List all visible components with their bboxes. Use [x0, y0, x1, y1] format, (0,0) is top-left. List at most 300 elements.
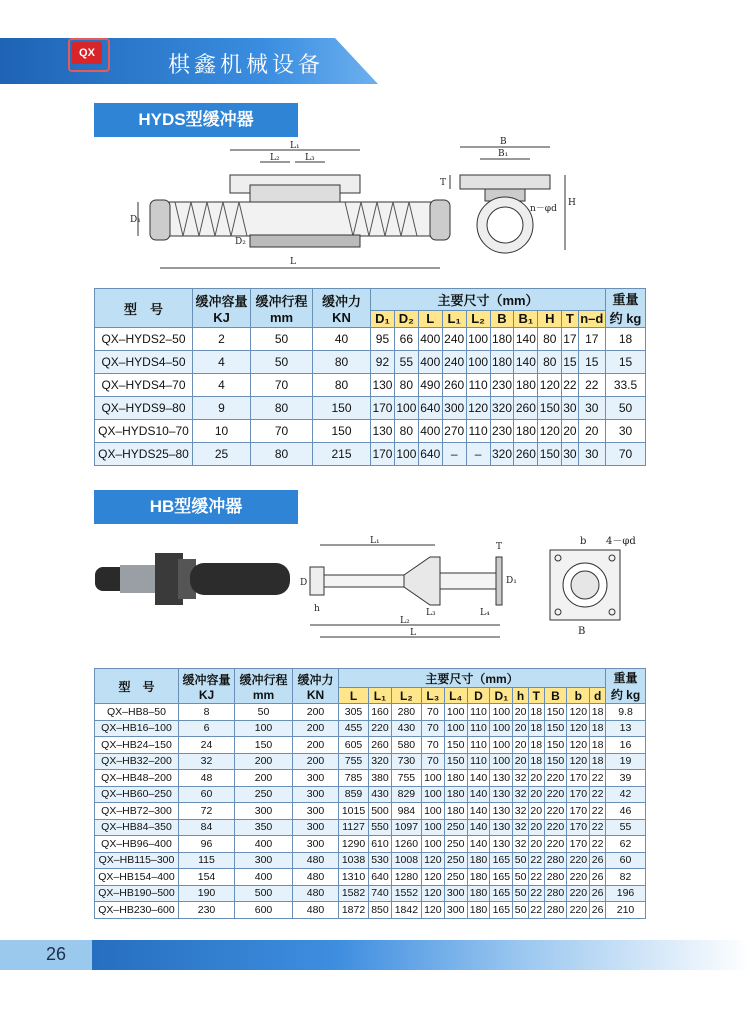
- table-cell: 215: [313, 443, 371, 466]
- table-cell: 110: [466, 420, 490, 443]
- table-cell: 110: [466, 374, 490, 397]
- hb-dim-header: d: [590, 688, 606, 704]
- table-cell: 140: [467, 803, 490, 820]
- label-hb-h: h: [314, 604, 320, 614]
- table-cell: 110: [467, 720, 490, 737]
- table-cell: 180: [467, 869, 490, 886]
- table-cell: 220: [567, 902, 590, 919]
- table-cell: 4: [193, 351, 251, 374]
- table-cell: 150: [538, 397, 562, 420]
- table-cell: 280: [391, 704, 421, 721]
- label-B1: B₁: [498, 149, 509, 159]
- table-cell: 280: [544, 902, 567, 919]
- table-cell: 220: [544, 836, 567, 853]
- label-D2: D₂: [235, 237, 246, 247]
- table-cell: 2: [193, 328, 251, 351]
- table-cell: 300: [235, 852, 293, 869]
- page-number: 26: [46, 944, 67, 964]
- table-cell: 150: [538, 443, 562, 466]
- table-cell: 170: [567, 786, 590, 803]
- table-cell: QX–HB16–100: [95, 720, 179, 737]
- table-cell: 640: [369, 869, 392, 886]
- table-cell: 280: [544, 869, 567, 886]
- table-cell: 260: [514, 397, 538, 420]
- table-cell: 84: [179, 819, 235, 836]
- hb-section-title: HB型缓冲器: [94, 490, 298, 524]
- table-cell: 120: [538, 374, 562, 397]
- table-cell: 300: [235, 803, 293, 820]
- table-cell: 300: [293, 770, 339, 787]
- hb-dim-header: L₄: [444, 688, 467, 704]
- table-cell: 18: [590, 704, 606, 721]
- table-cell: 22: [590, 836, 606, 853]
- table-cell: 220: [567, 885, 590, 902]
- table-cell: 100: [421, 803, 444, 820]
- table-cell: 9.8: [606, 704, 646, 721]
- table-cell: 20: [528, 786, 544, 803]
- table-cell: 140: [467, 836, 490, 853]
- table-cell: 18: [590, 720, 606, 737]
- hb-dim-header: h: [513, 688, 529, 704]
- table-cell: 80: [313, 351, 371, 374]
- label-L2: L₂: [270, 153, 280, 163]
- table-cell: 32: [513, 836, 529, 853]
- table-cell: QX–HB72–300: [95, 803, 179, 820]
- table-cell: 490: [418, 374, 442, 397]
- table-cell: 400: [418, 328, 442, 351]
- table-cell: 400: [418, 351, 442, 374]
- table-cell: 16: [606, 737, 646, 754]
- table-row: [95, 420, 646, 443]
- table-cell: 17: [562, 328, 578, 351]
- table-cell: 270: [442, 420, 466, 443]
- table-cell: 150: [313, 397, 371, 420]
- table-cell: QX–HYDS4–70: [95, 374, 193, 397]
- table-cell: 80: [538, 328, 562, 351]
- table-cell: 95: [371, 328, 395, 351]
- table-cell: 240: [442, 328, 466, 351]
- table-cell: 22: [528, 852, 544, 869]
- table-cell: 755: [339, 753, 369, 770]
- hyds-section-title: HYDS型缓冲器: [94, 103, 298, 137]
- table-cell: 30: [562, 397, 578, 420]
- table-cell: 48: [179, 770, 235, 787]
- hyds-dim-header: D₁: [371, 310, 395, 327]
- table-cell: QX–HB230–600: [95, 902, 179, 919]
- table-row: [95, 704, 646, 721]
- hyds-dim-header: L₂: [466, 310, 490, 327]
- table-row: [95, 753, 646, 770]
- table-cell: 18: [528, 704, 544, 721]
- table-cell: 20: [528, 836, 544, 853]
- table-cell: 140: [467, 819, 490, 836]
- table-cell: QX–HYDS4–50: [95, 351, 193, 374]
- table-cell: 100: [444, 720, 467, 737]
- label-L1: L₁: [290, 141, 300, 151]
- table-cell: 480: [293, 902, 339, 919]
- table-cell: 96: [179, 836, 235, 853]
- table-cell: 70: [606, 443, 646, 466]
- table-cell: 20: [513, 737, 529, 754]
- hb-header-force: 缓冲力 KN: [293, 669, 339, 704]
- table-cell: 120: [567, 737, 590, 754]
- label-hb-T: T: [496, 542, 503, 552]
- table-cell: 200: [293, 704, 339, 721]
- label-B: B: [500, 137, 507, 147]
- table-cell: 33.5: [606, 374, 646, 397]
- table-cell: 1552: [391, 885, 421, 902]
- table-cell: 100: [235, 720, 293, 737]
- table-cell: 150: [544, 704, 567, 721]
- table-cell: 500: [235, 885, 293, 902]
- table-cell: 25: [193, 443, 251, 466]
- hyds-header-force: 缓冲力 KN: [313, 289, 371, 328]
- table-cell: 829: [391, 786, 421, 803]
- hyds-header-stroke: 缓冲行程 mm: [251, 289, 313, 328]
- table-cell: 82: [606, 869, 646, 886]
- table-cell: 20: [562, 420, 578, 443]
- table-cell: 500: [369, 803, 392, 820]
- table-cell: 26: [590, 885, 606, 902]
- table-cell: 755: [391, 770, 421, 787]
- hb-dim-header: b: [567, 688, 590, 704]
- table-cell: 9: [193, 397, 251, 420]
- table-cell: 1310: [339, 869, 369, 886]
- table-cell: 110: [467, 737, 490, 754]
- table-cell: 22: [562, 374, 578, 397]
- table-cell: 260: [442, 374, 466, 397]
- table-cell: 150: [444, 737, 467, 754]
- table-cell: 1260: [391, 836, 421, 853]
- table-cell: 350: [235, 819, 293, 836]
- label-T: T: [440, 178, 447, 188]
- table-cell: 605: [339, 737, 369, 754]
- table-cell: 100: [444, 704, 467, 721]
- table-cell: 120: [421, 869, 444, 886]
- table-cell: 70: [251, 420, 313, 443]
- table-cell: 480: [293, 869, 339, 886]
- table-row: [95, 351, 646, 374]
- table-cell: QX–HB84–350: [95, 819, 179, 836]
- table-cell: 15: [606, 351, 646, 374]
- table-cell: 22: [528, 885, 544, 902]
- table-cell: 62: [606, 836, 646, 853]
- table-cell: 300: [293, 786, 339, 803]
- label-hb-L4: L₄: [480, 608, 490, 618]
- table-cell: 240: [442, 351, 466, 374]
- table-cell: 100: [466, 351, 490, 374]
- table-cell: 150: [544, 720, 567, 737]
- table-cell: 32: [179, 753, 235, 770]
- table-cell: 42: [606, 786, 646, 803]
- table-row: [95, 397, 646, 420]
- table-cell: 150: [544, 737, 567, 754]
- table-cell: 180: [444, 786, 467, 803]
- hb-dim-header: T: [528, 688, 544, 704]
- table-cell: QX–HYDS2–50: [95, 328, 193, 351]
- table-cell: 120: [421, 852, 444, 869]
- table-cell: 1127: [339, 819, 369, 836]
- table-cell: 180: [467, 852, 490, 869]
- table-cell: 50: [513, 852, 529, 869]
- table-row: [95, 770, 646, 787]
- table-cell: 22: [528, 902, 544, 919]
- table-cell: 730: [391, 753, 421, 770]
- table-cell: 1872: [339, 902, 369, 919]
- table-cell: 130: [490, 786, 513, 803]
- table-cell: 30: [562, 443, 578, 466]
- table-cell: 30: [578, 443, 605, 466]
- label-nd: n－φd: [530, 204, 557, 214]
- table-cell: 300: [444, 902, 467, 919]
- table-cell: 6: [179, 720, 235, 737]
- table-cell: 100: [490, 753, 513, 770]
- company-name: 棋鑫机械设备: [168, 53, 325, 78]
- company-logo: QX: [72, 42, 102, 64]
- table-cell: 400: [418, 420, 442, 443]
- table-cell: 100: [490, 704, 513, 721]
- table-cell: 32: [513, 786, 529, 803]
- table-cell: 17: [578, 328, 605, 351]
- hb-dim-header: L₃: [421, 688, 444, 704]
- table-cell: 20: [528, 803, 544, 820]
- hyds-dim-header: L₁: [442, 310, 466, 327]
- table-cell: 1290: [339, 836, 369, 853]
- table-cell: 250: [235, 786, 293, 803]
- table-cell: 4: [193, 374, 251, 397]
- table-cell: 180: [467, 885, 490, 902]
- table-row: [95, 720, 646, 737]
- table-cell: 984: [391, 803, 421, 820]
- table-cell: 180: [490, 351, 514, 374]
- table-cell: 300: [293, 803, 339, 820]
- table-cell: 300: [444, 885, 467, 902]
- hyds-dim-header: T: [562, 310, 578, 327]
- table-cell: 115: [179, 852, 235, 869]
- table-cell: 200: [293, 720, 339, 737]
- table-cell: 50: [513, 902, 529, 919]
- hb-header-stroke: 缓冲行程 mm: [235, 669, 293, 704]
- table-cell: 170: [567, 803, 590, 820]
- table-cell: 50: [251, 328, 313, 351]
- table-cell: 80: [394, 374, 418, 397]
- table-cell: 120: [421, 885, 444, 902]
- table-cell: 150: [444, 753, 467, 770]
- table-cell: 430: [391, 720, 421, 737]
- table-cell: 196: [606, 885, 646, 902]
- table-cell: 640: [418, 397, 442, 420]
- table-row: [95, 737, 646, 754]
- table-cell: 8: [179, 704, 235, 721]
- table-cell: 430: [369, 786, 392, 803]
- table-cell: QX–HB48–200: [95, 770, 179, 787]
- table-cell: 165: [490, 869, 513, 886]
- table-cell: 250: [444, 869, 467, 886]
- table-cell: 300: [442, 397, 466, 420]
- table-cell: 40: [313, 328, 371, 351]
- table-cell: 80: [394, 420, 418, 443]
- table-row: [95, 902, 646, 919]
- table-cell: 200: [293, 737, 339, 754]
- hb-dim-header: B: [544, 688, 567, 704]
- table-cell: 30: [606, 420, 646, 443]
- table-cell: QX–HYDS9–80: [95, 397, 193, 420]
- table-cell: 580: [391, 737, 421, 754]
- table-cell: 32: [513, 770, 529, 787]
- table-cell: 150: [313, 420, 371, 443]
- table-cell: 220: [544, 770, 567, 787]
- table-cell: 18: [528, 753, 544, 770]
- hyds-header-weight: 重量 约 kg: [606, 289, 646, 328]
- table-cell: 39: [606, 770, 646, 787]
- table-cell: QX–HYDS10–70: [95, 420, 193, 443]
- hb-product-photo: [90, 545, 300, 615]
- table-cell: 100: [490, 720, 513, 737]
- table-cell: 70: [251, 374, 313, 397]
- table-cell: QX–HYDS25–80: [95, 443, 193, 466]
- hb-header-model: 型 号: [95, 669, 179, 704]
- table-cell: 140: [467, 770, 490, 787]
- table-cell: 250: [444, 836, 467, 853]
- table-cell: 20: [513, 753, 529, 770]
- table-cell: 70: [421, 720, 444, 737]
- table-cell: 60: [606, 852, 646, 869]
- table-cell: 32: [513, 819, 529, 836]
- table-cell: 100: [466, 328, 490, 351]
- table-cell: 110: [467, 704, 490, 721]
- table-cell: 66: [394, 328, 418, 351]
- table-cell: 18: [528, 737, 544, 754]
- table-cell: 20: [528, 770, 544, 787]
- table-cell: 26: [590, 869, 606, 886]
- table-cell: 70: [421, 737, 444, 754]
- table-cell: 120: [567, 753, 590, 770]
- hyds-header-main-dims: 主要尺寸（mm）: [371, 289, 606, 311]
- table-cell: 400: [235, 836, 293, 853]
- table-row: [95, 869, 646, 886]
- hyds-dim-header: n–d: [578, 310, 605, 327]
- table-cell: 1008: [391, 852, 421, 869]
- table-cell: 480: [293, 885, 339, 902]
- table-cell: 200: [293, 753, 339, 770]
- table-cell: 230: [490, 374, 514, 397]
- table-cell: 18: [606, 328, 646, 351]
- table-cell: 320: [490, 397, 514, 420]
- hyds-dim-header: D₂: [394, 310, 418, 327]
- table-cell: 280: [544, 885, 567, 902]
- hb-end-drawing: [530, 530, 660, 640]
- table-cell: 18: [590, 737, 606, 754]
- table-cell: 120: [421, 902, 444, 919]
- table-cell: 100: [421, 819, 444, 836]
- hyds-dim-header: B₁: [514, 310, 538, 327]
- hb-dim-header: D₁: [490, 688, 513, 704]
- hb-header-capacity: 缓冲容量 KJ: [179, 669, 235, 704]
- table-cell: QX–HB32–200: [95, 753, 179, 770]
- label-hb-L2: L₂: [400, 616, 410, 626]
- table-cell: 100: [421, 836, 444, 853]
- table-cell: 15: [578, 351, 605, 374]
- table-cell: 20: [578, 420, 605, 443]
- table-cell: 100: [394, 397, 418, 420]
- table-cell: 32: [513, 803, 529, 820]
- table-cell: 550: [369, 819, 392, 836]
- table-cell: 80: [251, 397, 313, 420]
- table-cell: 80: [538, 351, 562, 374]
- hb-dim-header: L: [339, 688, 369, 704]
- table-cell: 530: [369, 852, 392, 869]
- table-cell: 859: [339, 786, 369, 803]
- table-cell: 260: [514, 443, 538, 466]
- table-cell: 300: [293, 836, 339, 853]
- table-cell: 180: [514, 420, 538, 443]
- table-cell: 20: [513, 704, 529, 721]
- table-cell: 220: [567, 869, 590, 886]
- table-cell: 46: [606, 803, 646, 820]
- hyds-dim-header: L: [418, 310, 442, 327]
- table-cell: 170: [567, 819, 590, 836]
- table-cell: 70: [421, 704, 444, 721]
- table-cell: 50: [235, 704, 293, 721]
- table-row: [95, 885, 646, 902]
- table-cell: 150: [235, 737, 293, 754]
- table-cell: 220: [567, 852, 590, 869]
- table-cell: 15: [562, 351, 578, 374]
- hb-dim-header: D: [467, 688, 490, 704]
- table-cell: 50: [513, 885, 529, 902]
- table-cell: 130: [490, 836, 513, 853]
- label-hb-L3: L₃: [426, 608, 436, 618]
- table-cell: 80: [313, 374, 371, 397]
- table-cell: 110: [467, 753, 490, 770]
- table-cell: 1015: [339, 803, 369, 820]
- table-cell: QX–HB24–150: [95, 737, 179, 754]
- table-cell: 26: [590, 902, 606, 919]
- table-cell: QX–HB8–50: [95, 704, 179, 721]
- table-cell: 170: [371, 397, 395, 420]
- table-cell: 80: [251, 443, 313, 466]
- hyds-spec-table: [94, 288, 646, 466]
- table-row: [95, 374, 646, 397]
- table-cell: 50: [251, 351, 313, 374]
- label-D1: D₁: [130, 215, 141, 225]
- table-cell: 600: [235, 902, 293, 919]
- hyds-end-drawing: [440, 135, 580, 265]
- table-cell: 130: [490, 819, 513, 836]
- table-cell: 100: [490, 737, 513, 754]
- table-cell: 320: [490, 443, 514, 466]
- table-cell: 154: [179, 869, 235, 886]
- hyds-header-model: 型 号: [95, 289, 193, 328]
- table-cell: 200: [235, 770, 293, 787]
- table-cell: 130: [490, 803, 513, 820]
- table-cell: 230: [490, 420, 514, 443]
- table-cell: 55: [606, 819, 646, 836]
- hb-header-weight: 重量 约 kg: [606, 669, 646, 704]
- table-cell: 20: [528, 819, 544, 836]
- table-cell: 130: [371, 374, 395, 397]
- table-cell: 100: [421, 786, 444, 803]
- table-cell: 100: [394, 443, 418, 466]
- table-cell: 305: [339, 704, 369, 721]
- table-cell: –: [442, 443, 466, 466]
- table-cell: 210: [606, 902, 646, 919]
- table-row: [95, 836, 646, 853]
- table-cell: 1097: [391, 819, 421, 836]
- label-L: L: [290, 257, 296, 267]
- table-cell: 140: [514, 328, 538, 351]
- table-cell: 610: [369, 836, 392, 853]
